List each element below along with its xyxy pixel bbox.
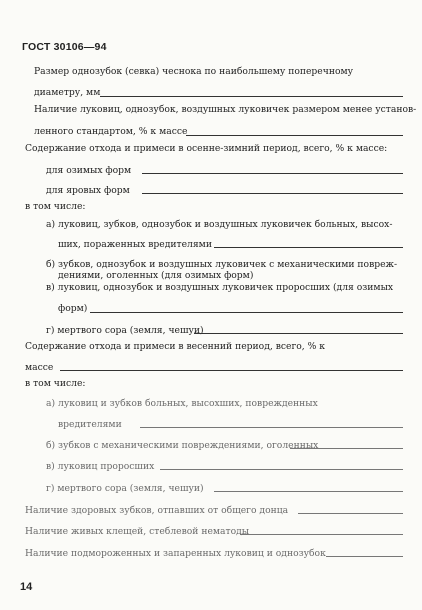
text-line: а) луковиц, зубков, однозубок и воздушных луковичек больных, высох- — [46, 219, 393, 230]
text-line: г) мертвого сора (земля, чешуи) — [46, 325, 204, 336]
fill-line — [326, 556, 403, 557]
text-line: Наличие луковиц, однозубок, воздушных луковичек размером менее установ- — [34, 104, 417, 115]
text-line: Содержание отхода и примеси в осенне-зимний период, всего, % к массе: — [25, 143, 388, 154]
fill-line — [214, 491, 403, 492]
fill-line — [142, 193, 403, 194]
fill-line — [160, 469, 403, 470]
fill-line — [194, 333, 403, 334]
text-line: Наличие живых клещей, стеблевой нематоды — [25, 526, 250, 537]
fill-line — [186, 135, 403, 136]
text-line: диаметру, мм — [34, 87, 101, 98]
document-header: ГОСТ 30106—94 — [22, 41, 107, 53]
fill-line — [140, 427, 403, 428]
fill-line — [90, 312, 403, 313]
text-line: форм) — [58, 303, 88, 314]
text-line: в том числе: — [25, 201, 86, 212]
fill-line — [214, 247, 403, 248]
text-line: в том числе: — [25, 378, 86, 389]
text-line: б) зубков с механическими повреждениями, оголенных — [46, 440, 319, 451]
text-line: вредителями — [58, 419, 122, 430]
text-line: массе — [25, 362, 54, 373]
text-line: а) луковиц и зубков больных, высохших, поврежденных — [46, 398, 318, 409]
text-line: для яровых форм — [46, 185, 130, 196]
text-line: б) зубков, однозубок и воздушных луковичек с механическими повреж- — [46, 259, 398, 270]
page-number: 14 — [20, 581, 33, 593]
text-line: Размер однозубок (севка) чеснока по наибольшему поперечному — [34, 66, 354, 77]
text-line: ленного стандартом, % к массе — [34, 126, 188, 137]
fill-line — [290, 448, 403, 449]
fill-line — [100, 96, 403, 97]
text-line: для озимых форм — [46, 165, 132, 176]
text-line: в) луковиц проросших — [46, 461, 155, 472]
fill-line — [60, 370, 403, 371]
fill-line — [142, 173, 403, 174]
text-line: дениями, оголенных (для озимых форм) — [58, 270, 254, 281]
text-line: ших, пораженных вредителями — [58, 239, 212, 250]
text-line: Содержание отхода и примеси в весенний период, всего, % к — [25, 341, 326, 352]
text-line: Наличие подмороженных и запаренных луковиц и однозубок — [25, 548, 326, 559]
fill-line — [298, 513, 403, 514]
text-line: г) мертвого сора (земля, чешуи) — [46, 483, 204, 494]
fill-line — [240, 534, 403, 535]
text-line: Наличие здоровых зубков, отпавших от общего донца — [25, 505, 289, 516]
text-line: в) луковиц, однозубок и воздушных луковичек проросших (для озимых — [46, 282, 394, 293]
